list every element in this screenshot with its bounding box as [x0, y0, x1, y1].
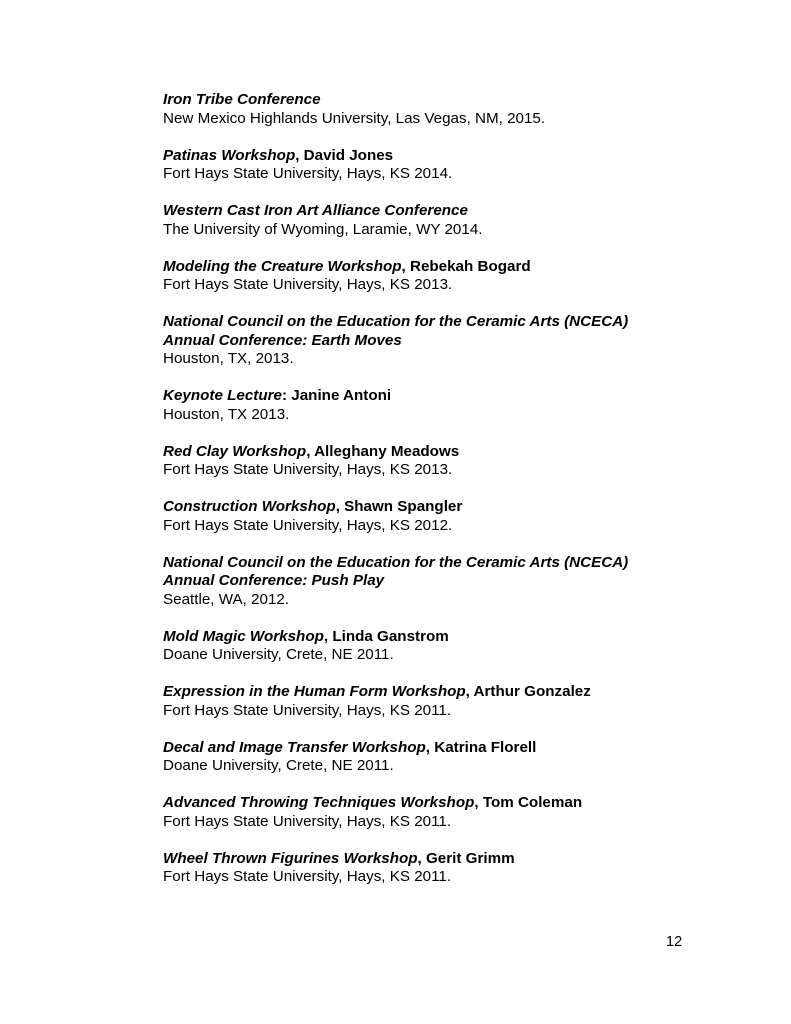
cv-page	[163, 91, 723, 905]
entry-title-italic: Modeling the Creature Workshop	[163, 257, 402, 275]
entry-detail: Doane University, Crete, NE 2011.	[163, 646, 394, 663]
entry-title-italic: Expression in the Human Form Workshop	[163, 683, 466, 700]
entry-title	[163, 628, 723, 647]
entry-title-italic: Decal and Image Transfer Workshop	[163, 738, 426, 756]
entry-title-italic: Construction Workshop	[163, 498, 336, 515]
entry-title-plain: , Alleghany Meadows	[306, 442, 460, 460]
entry-title	[163, 794, 723, 813]
entry-detail: Fort Hays State University, Hays, KS 2014.	[163, 165, 453, 182]
entry-item	[163, 147, 723, 184]
entry-item	[163, 554, 723, 610]
entry-title	[163, 387, 723, 406]
entry-title-plain: , Shawn Spangler	[335, 498, 463, 515]
entry-title-italic: National Council on the Education for the Ceramic Arts (NCECA)	[163, 553, 629, 571]
entry-detail: The University of Wyoming, Laramie, WY 2014.	[163, 220, 483, 238]
entry-detail: Fort Hays State University, Hays, KS 2013.	[163, 461, 453, 478]
entry-title	[163, 554, 723, 573]
entry-title-plain: : Janine Antoni	[282, 387, 392, 404]
entry-title-plain: , Arthur Gonzalez	[465, 683, 591, 700]
page-number: 12	[666, 934, 683, 950]
entry-detail: New Mexico Highlands University, Las Vegas, NM, 2015.	[163, 109, 546, 127]
entry-title-plain: , Tom Coleman	[474, 794, 583, 811]
entry-detail: Fort Hays State University, Hays, KS 2011.	[163, 701, 452, 719]
entry-detail: Fort Hays State University, Hays, KS 2011.	[163, 812, 452, 830]
entry-title-italic: Advanced Throwing Techniques Workshop	[163, 794, 475, 811]
entry-detail: Fort Hays State University, Hays, KS 2011.	[163, 868, 452, 885]
entry-title-plain: , Linda Ganstrom	[323, 627, 449, 645]
entry-title	[163, 683, 723, 702]
entry-item	[163, 794, 723, 831]
entry-item	[163, 628, 723, 665]
entry-title	[163, 147, 723, 166]
entry-item	[163, 313, 723, 369]
entry-detail: Houston, TX, 2013.	[163, 350, 294, 367]
entry-title-italic: National Council on the Education for the Ceramic Arts (NCECA)	[163, 313, 629, 330]
entry-title	[163, 313, 723, 332]
entry-title-second-line	[163, 572, 723, 591]
entry-title-italic: Iron Tribe Conference	[163, 91, 321, 108]
entry-item	[163, 387, 723, 424]
entry-title-plain: , David Jones	[295, 146, 394, 164]
entry-title-italic: Keynote Lecture	[163, 387, 283, 404]
entry-title-plain: , Gerit Grimm	[417, 849, 515, 867]
entry-title	[163, 91, 723, 110]
entry-item	[163, 91, 723, 128]
entry-title-plain: , Katrina Florell	[425, 738, 537, 756]
entry-title-italic: Annual Conference: Earth Moves	[163, 331, 402, 349]
entry-title	[163, 850, 723, 869]
entry-detail: Houston, TX 2013.	[163, 405, 290, 423]
entry-detail: Fort Hays State University, Hays, KS 2012.	[163, 516, 453, 534]
entry-title	[163, 258, 723, 277]
entry-item	[163, 202, 723, 239]
entry-title-italic: Wheel Thrown Figurines Workshop	[163, 849, 418, 867]
entry-item	[163, 683, 723, 720]
entry-title-plain: , Rebekah Bogard	[401, 257, 531, 275]
entry-title	[163, 202, 723, 221]
entry-item	[163, 850, 723, 887]
entry-item	[163, 739, 723, 776]
entry-detail: Doane University, Crete, NE 2011.	[163, 757, 394, 774]
entry-detail: Seattle, WA, 2012.	[163, 590, 290, 608]
entry-title	[163, 498, 723, 517]
entry-title-italic: Mold Magic Workshop	[163, 627, 324, 645]
entry-title-italic: Western Cast Iron Art Alliance Conference	[163, 202, 468, 219]
entry-detail: Fort Hays State University, Hays, KS 2013.	[163, 276, 453, 293]
entry-title-italic: Patinas Workshop	[163, 146, 296, 164]
entry-title-italic: Annual Conference: Push Play	[163, 572, 385, 589]
entry-item	[163, 498, 723, 535]
entry-item	[163, 258, 723, 295]
entry-title-italic: Red Clay Workshop	[163, 442, 307, 460]
entry-item	[163, 443, 723, 480]
entry-title	[163, 739, 723, 758]
entry-title-second-line	[163, 332, 723, 351]
entry-title	[163, 443, 723, 462]
